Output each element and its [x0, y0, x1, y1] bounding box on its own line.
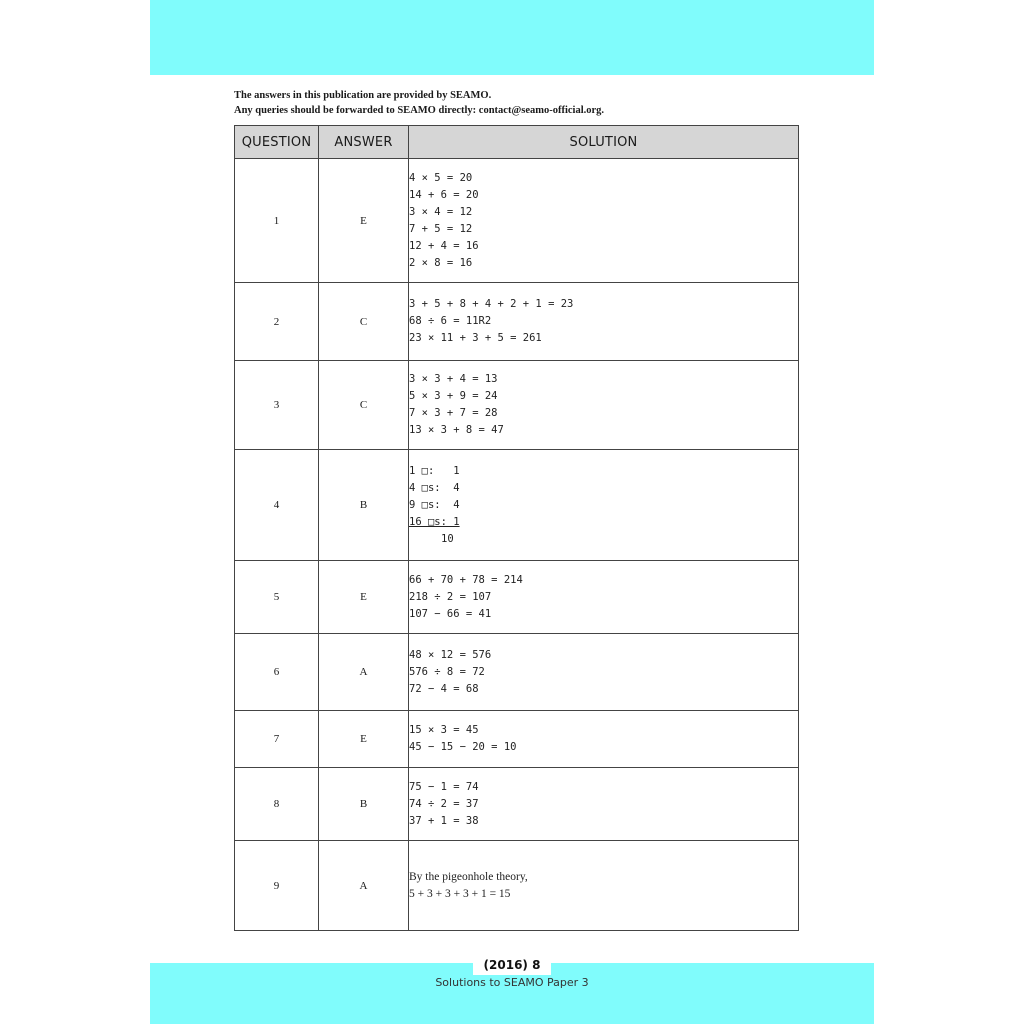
solution-line: 5 × 3 + 9 = 24: [409, 390, 498, 402]
solution-line: 14 + 6 = 20: [409, 188, 479, 201]
solution-cell: [409, 841, 799, 931]
header-answer: ANSWER: [319, 126, 409, 159]
answer-letter: C: [319, 361, 409, 450]
solution-line: 218 ÷ 2 = 107: [409, 590, 492, 603]
solution-line: 3 × 4 = 12: [409, 205, 473, 218]
table-row: [235, 159, 799, 283]
answer-letter: A: [319, 841, 409, 931]
table-row: [235, 841, 799, 931]
solution-line: 13 × 3 + 8 = 47: [409, 424, 504, 436]
solution-total: 10: [441, 532, 454, 545]
answer-letter: B: [319, 450, 409, 561]
solution-line: 576 ÷ 8 = 72: [409, 665, 485, 678]
solution-line: 72 − 4 = 68: [409, 682, 479, 695]
solution-line: 45 − 15 − 20 = 10: [409, 741, 517, 753]
solution-line: 66 + 70 + 78 = 214: [409, 573, 523, 586]
answer-letter: E: [319, 561, 409, 634]
solution-cell: [409, 283, 799, 361]
notice-line-1: The answers in this publication are provided by SEAMO.: [234, 90, 492, 101]
top-color-band: [150, 0, 874, 75]
table-row: [235, 768, 799, 841]
question-number: 2: [235, 283, 319, 361]
solution-line: 48 × 12 = 576: [409, 648, 492, 661]
question-number: 8: [235, 768, 319, 841]
answer-letter: C: [319, 283, 409, 361]
question-number: 9: [235, 841, 319, 931]
solution-line: 68 ÷ 6 = 11R2: [409, 315, 492, 327]
solution-line: 1 □: 1: [409, 464, 460, 477]
question-number: 3: [235, 361, 319, 450]
solution-line: 75 − 1 = 74: [409, 780, 479, 793]
question-number: 4: [235, 450, 319, 561]
answer-letter: E: [319, 159, 409, 283]
table-row: [235, 283, 799, 361]
table-header-row: [235, 126, 799, 159]
answers-table: [234, 125, 799, 931]
question-number: 6: [235, 634, 319, 711]
header-question: QUESTION: [235, 126, 319, 159]
solution-line: 107 − 66 = 41: [409, 607, 492, 620]
question-number: 1: [235, 159, 319, 283]
answer-letter: B: [319, 768, 409, 841]
answer-letter: E: [319, 711, 409, 768]
solution-line: 15 × 3 = 45: [409, 724, 479, 736]
solution-line: 2 × 8 = 16: [409, 256, 473, 269]
solution-line: 3 + 5 + 8 + 4 + 2 + 1 = 23: [409, 298, 574, 310]
solution-cell: [409, 711, 799, 768]
solution-line: 7 + 5 = 12: [409, 222, 473, 235]
solution-line: 37 + 1 = 38: [409, 814, 479, 827]
solution-line: By the pigeonhole theory,: [409, 870, 528, 883]
answer-letter: A: [319, 634, 409, 711]
table-row: [235, 361, 799, 450]
solution-line: 4 □s: 4: [409, 481, 460, 494]
solution-cell: [409, 450, 799, 561]
solution-line: 12 + 4 = 16: [409, 239, 479, 252]
question-number: 7: [235, 711, 319, 768]
table-row: [235, 561, 799, 634]
solution-cell: [409, 634, 799, 711]
solution-line: 3 × 3 + 4 = 13: [409, 373, 498, 385]
solution-line: 23 × 11 + 3 + 5 = 261: [409, 332, 542, 344]
solution-line: 9 □s: 4: [409, 498, 460, 511]
solution-line: 4 × 5 = 20: [409, 171, 473, 184]
solution-cell: [409, 768, 799, 841]
solution-line: 74 ÷ 2 = 37: [409, 797, 479, 810]
header-solution: SOLUTION: [409, 126, 799, 159]
solution-line: 7 × 3 + 7 = 28: [409, 407, 498, 419]
table-row: [235, 634, 799, 711]
solution-line: 16 □s: 1: [409, 515, 460, 528]
question-number: 5: [235, 561, 319, 634]
footer-title: Solutions to SEAMO Paper 3: [435, 976, 589, 989]
table-row: [235, 450, 799, 561]
solution-line: 5 + 3 + 3 + 3 + 1 = 15: [409, 887, 511, 900]
page-number: (2016) 8: [473, 956, 551, 975]
table-row: [235, 711, 799, 768]
solution-cell: [409, 361, 799, 450]
notice-line-2: Any queries should be forwarded to SEAMO directly: contact@seamo-official.org.: [234, 105, 605, 116]
solution-cell: [409, 561, 799, 634]
publication-notice: [234, 88, 834, 118]
solution-cell: [409, 159, 799, 283]
